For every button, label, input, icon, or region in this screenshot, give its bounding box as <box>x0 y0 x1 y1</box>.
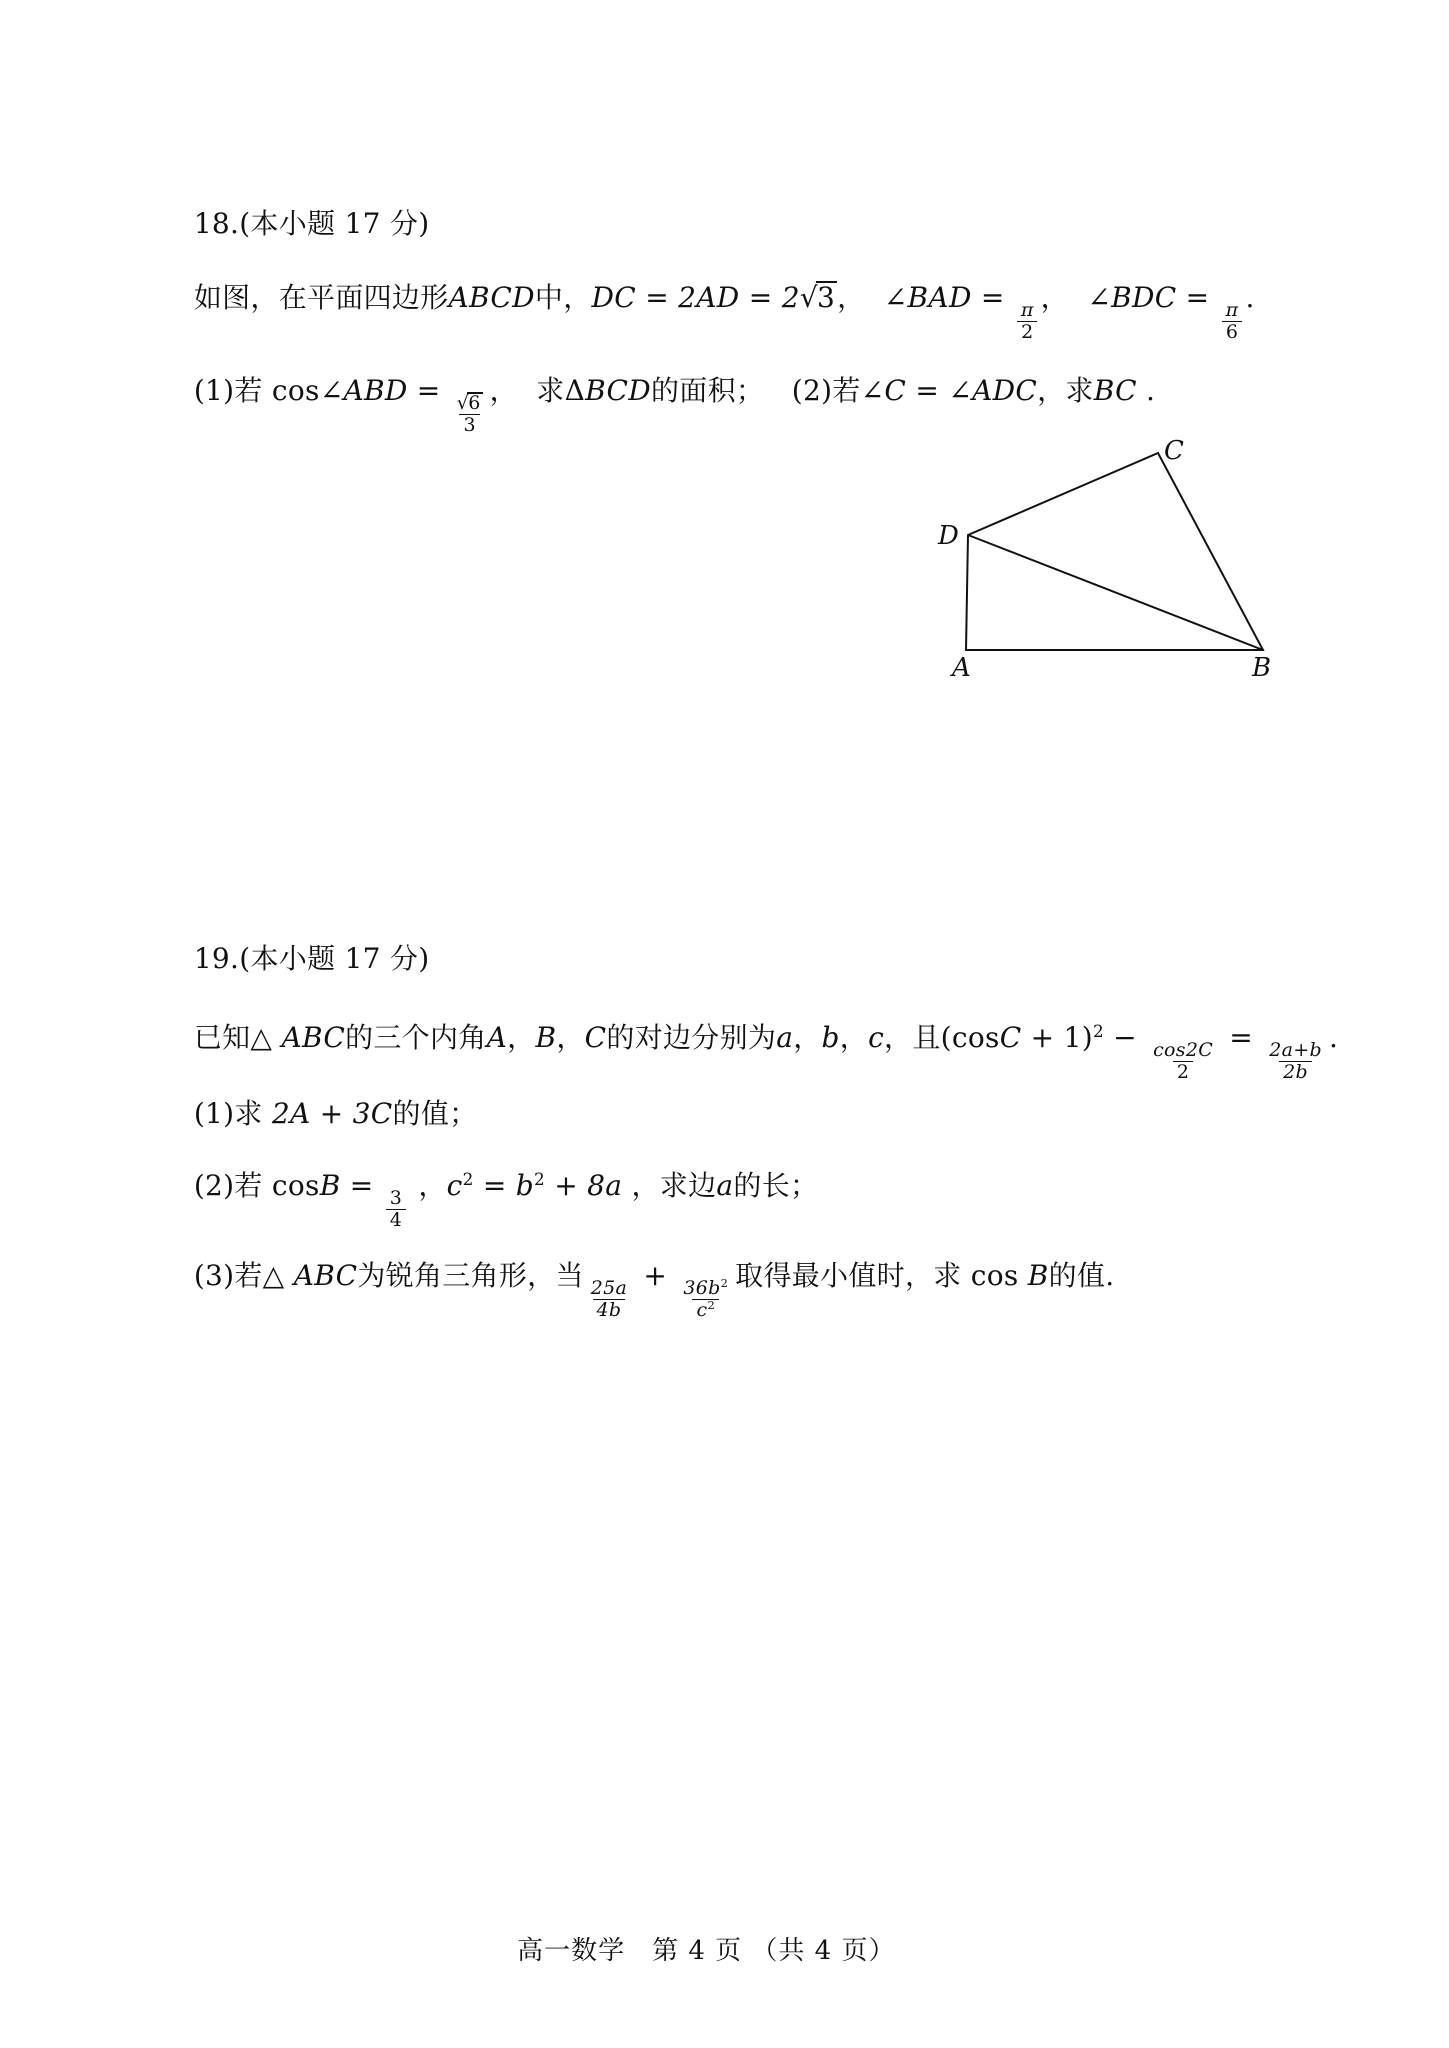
fraction-36b2-over-c2 <box>679 1278 732 1322</box>
fraction-numerator <box>453 392 487 414</box>
p18-intro-period: . <box>1245 281 1255 314</box>
p19-intro-comma-1: ， <box>507 1021 536 1054</box>
p19-q2-math-eq-b: = b <box>473 1169 535 1202</box>
fraction-25a-over-4b <box>587 1278 631 1322</box>
p19-q3-text-3: 的值. <box>1048 1259 1115 1292</box>
p19-q2-text-3: 的长； <box>733 1169 819 1202</box>
vertex-label-b: B <box>1252 653 1272 683</box>
p19-q2-sup-2: 2 <box>534 1168 545 1189</box>
sqrt-6 <box>457 392 483 414</box>
vertex-label-d: D <box>938 521 959 551</box>
fraction-cos2c-over-2 <box>1149 1040 1217 1084</box>
p19-q2-math-c: c <box>446 1169 463 1202</box>
p18-q2-text: ，求 <box>1037 374 1094 407</box>
vertex-label-c: C <box>1164 436 1184 466</box>
quadrilateral-figure <box>900 425 1300 695</box>
fraction-numerator: cos2C <box>1153 1039 1214 1062</box>
p19-q3-text-2: 取得最小值时，求 <box>735 1259 971 1292</box>
problem-18-heading-text: 18.(本小题 17 分) <box>193 207 430 240</box>
radical-symbol: √ <box>456 392 470 415</box>
p18-intro-math-bad: ∠BAD = <box>883 281 1014 314</box>
p19-intro-math-a-side: a <box>776 1021 794 1054</box>
p19-eq-squared: 2 <box>1092 1020 1104 1041</box>
radicand: 3 <box>816 281 836 314</box>
fraction-numerator: 2a+b <box>1269 1039 1322 1062</box>
p19-q2-sup-1: 2 <box>462 1168 474 1189</box>
fraction-pi-over-2 <box>1017 300 1038 344</box>
p19-q3-text-1: 为锐角三角形，当 <box>357 1259 584 1292</box>
p19-q2-math-a: a <box>716 1169 734 1202</box>
fraction-denominator: 2b <box>1279 1061 1312 1083</box>
fraction-denominator: 2 <box>1017 321 1037 343</box>
p19-q1-text: 的值； <box>392 1097 478 1130</box>
fraction-2a-plus-b-over-2b <box>1265 1040 1326 1084</box>
problem-19-heading-text: 19.(本小题 17 分) <box>193 942 430 975</box>
fraction-denominator: 6 <box>1222 321 1242 343</box>
p19-intro-period: . <box>1328 1021 1339 1054</box>
p19-intro-text-1: 已知△ <box>193 1021 282 1054</box>
fraction-numerator: π <box>1020 299 1034 322</box>
p18-q1-text-2: ， 求Δ <box>489 374 586 407</box>
fraction-denominator: 4b <box>593 1299 626 1321</box>
p19-eq-plus-one: + 1) <box>1021 1021 1093 1054</box>
fraction-denominator: 2 <box>1173 1061 1193 1083</box>
p18-q1-label: (1)若 <box>193 374 272 407</box>
p19-q2-math-8a: + 8a <box>545 1169 623 1202</box>
p19-eq-open-cos: (cos <box>940 1021 1000 1054</box>
diagonal-db <box>968 535 1263 650</box>
problem-19-question-3 <box>157 1225 1114 1356</box>
sqrt-3 <box>800 281 837 314</box>
page-footer <box>480 1906 895 1996</box>
fraction-sqrt6-over-3 <box>453 392 487 437</box>
fraction-denominator: 4 <box>386 1209 406 1231</box>
p18-intro-math-bdc: ∠BDC = <box>1087 281 1219 314</box>
vertex-label-a: A <box>952 653 971 683</box>
fraction-pi-over-6 <box>1222 300 1243 344</box>
p19-q3-label: (3)若△ <box>193 1259 294 1292</box>
p19-intro-text-4: ，且 <box>884 1021 941 1054</box>
p18-intro-text-4: ， <box>1040 281 1088 314</box>
p19-intro-math-c-side: c <box>868 1021 885 1054</box>
p19-q3-cos: cos <box>970 1259 1028 1292</box>
p18-q1-text-3: 的面积； (2)若 <box>651 374 861 407</box>
fraction-numerator: 25a <box>590 1277 628 1300</box>
p19-intro-math-abc: ABC <box>281 1021 346 1054</box>
fraction-numerator: 3 <box>389 1187 403 1210</box>
p18-q1-math-abd: ∠ABD = <box>319 374 450 407</box>
p18-q1-math-bcd: BCD <box>585 374 651 407</box>
p19-intro-comma-2: ， <box>556 1021 585 1054</box>
p18-intro-math-dc: DC = 2AD = 2 <box>591 281 800 314</box>
p19-intro-math-b-angle: B <box>535 1021 557 1054</box>
p19-q2-math-b: B = <box>319 1169 383 1202</box>
p19-q3-math-abc: ABC <box>293 1259 358 1292</box>
p18-intro-text-3: ， <box>837 281 884 314</box>
p19-q1-label: (1)求 <box>193 1097 272 1130</box>
p19-intro-text-2: 的三个内角 <box>345 1021 487 1054</box>
p19-intro-math-c-angle: C <box>584 1021 607 1054</box>
den-exponent: 2 <box>707 1298 715 1313</box>
p19-q2-comma-1: ， <box>409 1169 447 1202</box>
num-exponent: 2 <box>720 1276 729 1291</box>
p19-eq-c: C <box>999 1021 1022 1054</box>
p19-q3-math-b: B <box>1027 1259 1049 1292</box>
p19-intro-comma-3: ， <box>793 1021 822 1054</box>
p19-intro-comma-4: ， <box>839 1021 869 1054</box>
num-base: 36b <box>683 1277 721 1300</box>
p18-q2-math-bc: BC <box>1093 374 1137 407</box>
p19-q2-cos: cos <box>271 1169 320 1202</box>
p19-q3-plus: + <box>634 1259 677 1292</box>
fraction-denominator <box>692 1299 719 1321</box>
den-base: c <box>696 1299 708 1322</box>
p19-intro-math-b-side: b <box>821 1021 840 1054</box>
p19-eq-minus: − <box>1103 1021 1147 1054</box>
p19-q2-text-2: ，求边 <box>622 1169 717 1202</box>
radicand: 6 <box>468 392 481 415</box>
p18-q2-period: . <box>1136 374 1156 407</box>
p19-q1-math: 2A + 3C <box>271 1097 393 1130</box>
p19-q2-label: (2)若 <box>193 1169 272 1202</box>
fraction-numerator: π <box>1225 299 1239 322</box>
p18-q1-cos: cos <box>271 374 320 407</box>
fraction-denominator: 3 <box>459 414 479 436</box>
p18-intro-text-2: 中， <box>534 281 592 314</box>
radical-symbol: √ <box>799 281 818 314</box>
p19-intro-math-a-angle: A <box>486 1021 508 1054</box>
p18-intro-text-1: 如图，在平面四边形 <box>193 281 449 314</box>
p18-q2-math-adc: ∠C = ∠ADC <box>860 374 1038 407</box>
p19-intro-text-3: 的对边分别为 <box>606 1021 777 1054</box>
p19-eq-equals: = <box>1220 1021 1263 1054</box>
page-footer-text: 高一数学 第 4 页 （共 4 页） <box>517 1936 896 1966</box>
p18-intro-math-abcd: ABCD <box>448 281 535 314</box>
fraction-numerator <box>679 1278 732 1299</box>
